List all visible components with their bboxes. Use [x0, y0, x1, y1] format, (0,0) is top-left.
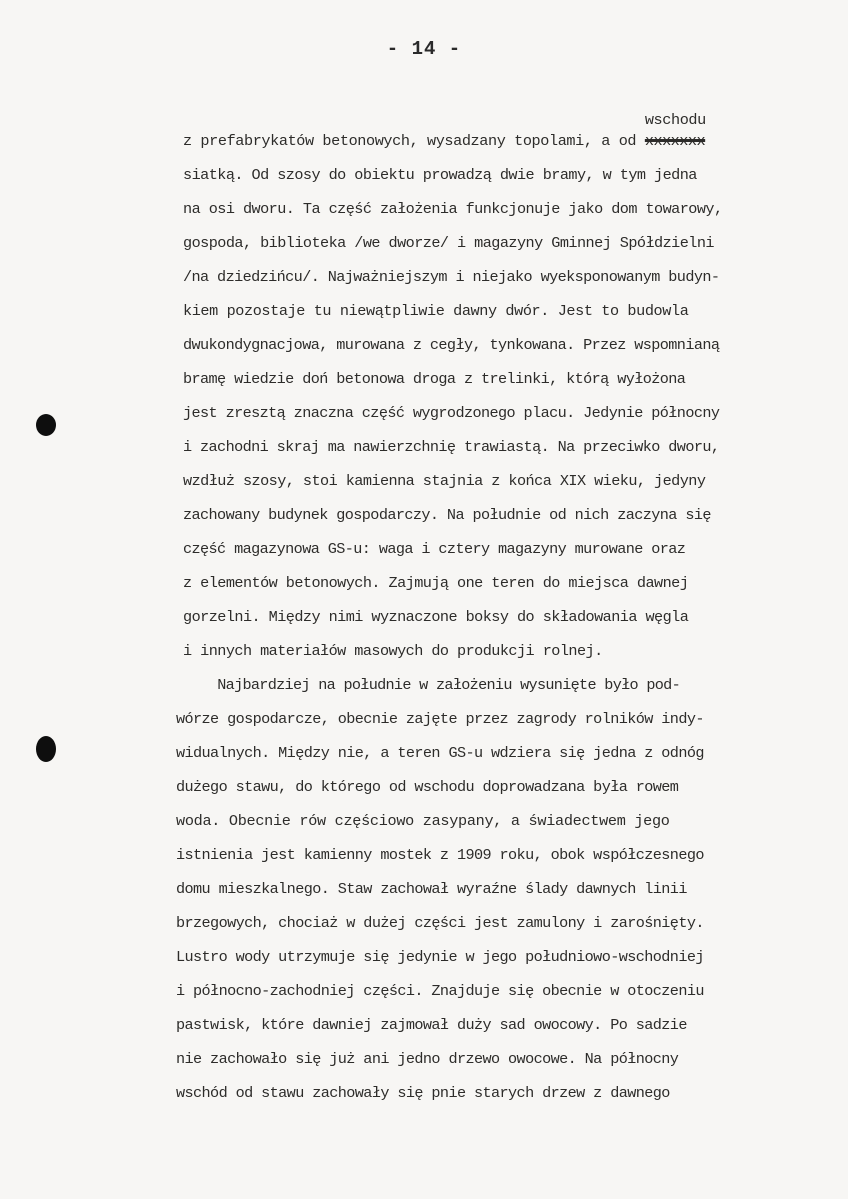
text-line: wschód od stawu zachowały się pnie starych drzew z dawnego [176, 1084, 670, 1102]
page-number: - 14 - [386, 38, 462, 60]
text-line: widualnych. Między nie, a teren GS-u wdziera się jedna z odnóg [176, 744, 704, 762]
text-line-content: z prefabrykatów betonowych, wysadzany topolami, a od [183, 132, 645, 150]
inserted-word: wschodu [644, 111, 706, 129]
text-line [183, 111, 823, 156]
text-line: woda. Obecnie rów częściowo zasypany, a świadectwem jego [176, 812, 670, 830]
text-line: i innych materiałów masowych do produkcji rolnej. [183, 642, 603, 660]
text-line: dwukondygnacjowa, murowana z cegły, tynkowana. Przez wspomnianą [183, 336, 720, 354]
text-line: brzegowych, chociaż w dużej części jest zamulony i zarośnięty. [176, 914, 704, 932]
text-line: bramę wiedzie doń betonowa droga z trelinki, którą wyłożona [183, 370, 686, 388]
text-line: gorzelni. Między nimi wyznaczone boksy do składowania węgla [183, 608, 689, 626]
text-line: i północno-zachodniej części. Znajduje się obecnie w otoczeniu [176, 982, 704, 1000]
text-line: dużego stawu, do którego od wschodu doprowadzana była rowem [176, 778, 679, 796]
text-line: część magazynowa GS-u: waga i cztery magazyny murowane oraz [183, 540, 686, 558]
punch-hole [36, 736, 56, 762]
text-line: gospoda, biblioteka /we dworze/ i magazyny Gminnej Spółdzielni [183, 234, 714, 252]
text-line: /na dziedzińcu/. Najważniejszym i niejako wyeksponowanym budyn- [183, 268, 720, 286]
text-line: z elementów betonowych. Zajmują one teren do miejsca dawnej [183, 574, 689, 592]
text-line: jest zresztą znaczna część wygrodzonego placu. Jedynie północny [183, 404, 720, 422]
text-line: domu mieszkalnego. Staw zachował wyraźne ślady dawnych linii [176, 880, 687, 898]
text-line: wzdłuż szosy, stoi kamienna stajnia z końca XIX wieku, jedyny [183, 472, 706, 490]
text-line: Najbardziej na południe w założeniu wysunięte było pod- [192, 676, 681, 694]
text-line: zachowany budynek gospodarczy. Na południe od nich zaczyna się [183, 506, 711, 524]
text-line: Lustro wody utrzymuje się jedynie w jego południowo-wschodniej [176, 948, 704, 966]
text-line: pastwisk, które dawniej zajmował duży sad owocowy. Po sadzie [176, 1016, 687, 1034]
text-line: kiem pozostaje tu niewątpliwie dawny dwór. Jest to budowla [183, 302, 689, 320]
text-line: siatką. Od szosy do obiektu prowadzą dwie bramy, w tym jedna [183, 166, 697, 184]
text-line: nie zachowało się już ani jedno drzewo owocowe. Na północny [176, 1050, 679, 1068]
text-line: wórze gospodarcze, obecnie zajęte przez zagrody rolników indy- [176, 710, 704, 728]
text-line: istnienia jest kamienny mostek z 1909 roku, obok współczesnego [176, 846, 704, 864]
handwritten-correction [644, 111, 706, 156]
text-line: na osi dworu. Ta część założenia funkcjonuje jako dom towarowy, [183, 200, 723, 218]
punch-hole [36, 414, 56, 436]
struck-out-word: xxxxxxx [644, 132, 706, 150]
text-line: i zachodni skraj ma nawierzchnię trawiastą. Na przeciwko dworu, [183, 438, 720, 456]
